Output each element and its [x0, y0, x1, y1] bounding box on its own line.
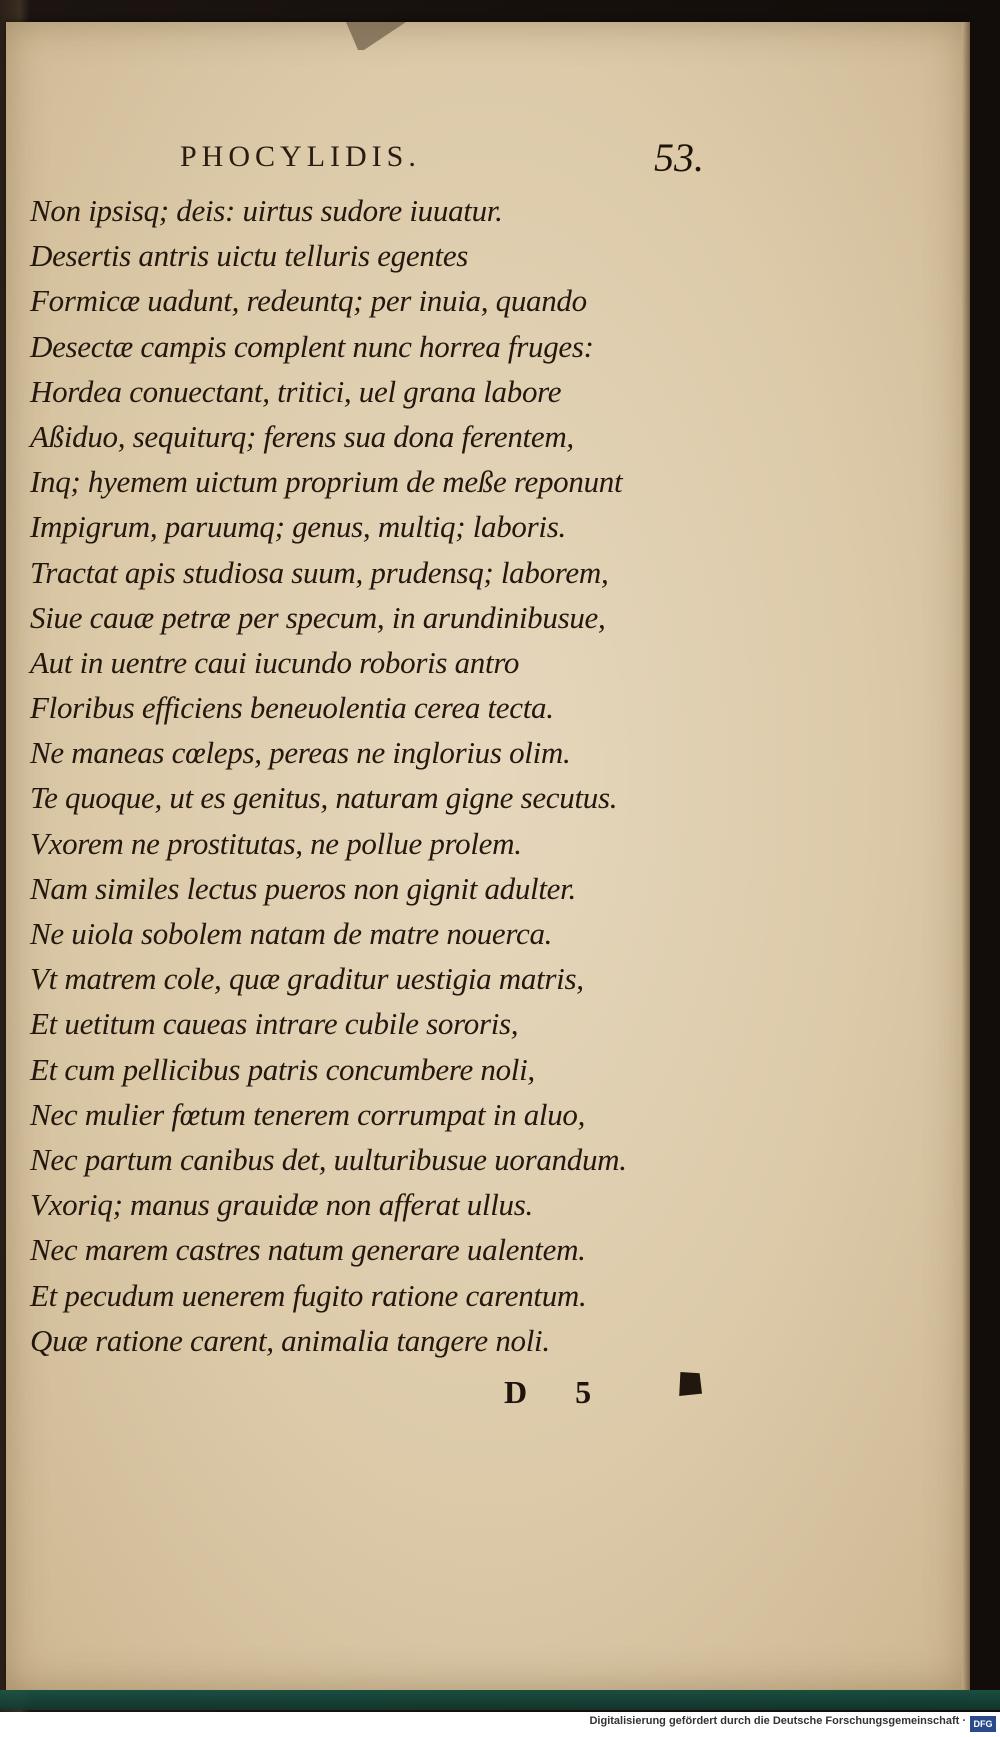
text-line: Vxoriq; manus grauidæ non afferat ullus. [30, 1187, 533, 1223]
page-number: 53. [654, 135, 704, 180]
text-line: Tractat apis studiosa suum, prudensq; laborem, [30, 554, 609, 590]
text-line: Nam similes lectus pueros non gignit adulter. [30, 870, 576, 906]
text-line: Ne maneas cœleps, pereas ne inglorius olim. [30, 735, 571, 771]
text-line: Et pecudum uenerem fugito ratione carentum. [30, 1277, 587, 1313]
text-line: Aßiduo, sequiturq; ferens sua dona ferentem, [30, 418, 574, 454]
text-line: Desertis antris uictu telluris egentes [30, 238, 469, 274]
text-line: Quæ ratione carent, animalia tangere noli. [30, 1322, 550, 1358]
verse-text [30, 188, 750, 1363]
text-line: Formicæ uadunt, redeuntq; per inuia, quando [30, 283, 587, 319]
text-line: Non ipsisq; deis: uirtus sudore iuuatur. [30, 193, 503, 228]
printer-mark-icon [678, 1372, 702, 1396]
text-line: Nec marem castres natum generare ualentem. [30, 1232, 586, 1268]
text-line: Vxorem ne prostitutas, ne pollue prolem. [30, 825, 522, 861]
text-line: Et cum pellicibus patris concumbere noli, [30, 1051, 535, 1087]
running-head: PHOCYLIDIS. [180, 140, 421, 173]
text-line: Te quoque, ut es genitus, naturam gigne secutus. [30, 780, 618, 816]
text-line: Siue cauæ petræ per specum, in arundinibusue, [30, 599, 606, 635]
text-line: Ne uiola sobolem natam de matre nouerca. [30, 916, 553, 951]
text-line: Nec partum canibus det, uulturibusue uorandum. [30, 1141, 627, 1177]
binding-strip [0, 1690, 1000, 1710]
text-line: Desectæ campis complent nunc horrea fruges: [30, 328, 594, 364]
digitization-footer [0, 1712, 1000, 1737]
text-line: Impigrum, paruumq; genus, multiq; laboris. [30, 509, 566, 545]
text-line: Aut in uentre caui iucundo roboris antro [30, 644, 520, 680]
text-line: Inq; hyemem uictum proprium de meße reponunt [30, 464, 623, 500]
dfg-logo: DFG [970, 1716, 996, 1732]
funding-credit: Digitalisierung gefördert durch die Deutsche Forschungsgemeinschaft · [589, 1715, 966, 1727]
text-line: Vt matrem cole, quæ graditur uestigia matris, [30, 961, 584, 997]
text-line: Floribus efficiens beneuolentia cerea tecta. [30, 690, 554, 726]
text-line: Et uetitum caueas intrare cubile sororis, [30, 1006, 519, 1042]
page-tear [346, 22, 406, 50]
text-line: Hordea conuectant, tritici, uel grana labore [30, 373, 562, 409]
signature-mark: D 5 [504, 1374, 612, 1410]
text-line: Nec mulier fœtum tenerem corrumpat in aluo, [30, 1096, 586, 1132]
page-edge [962, 22, 970, 1690]
